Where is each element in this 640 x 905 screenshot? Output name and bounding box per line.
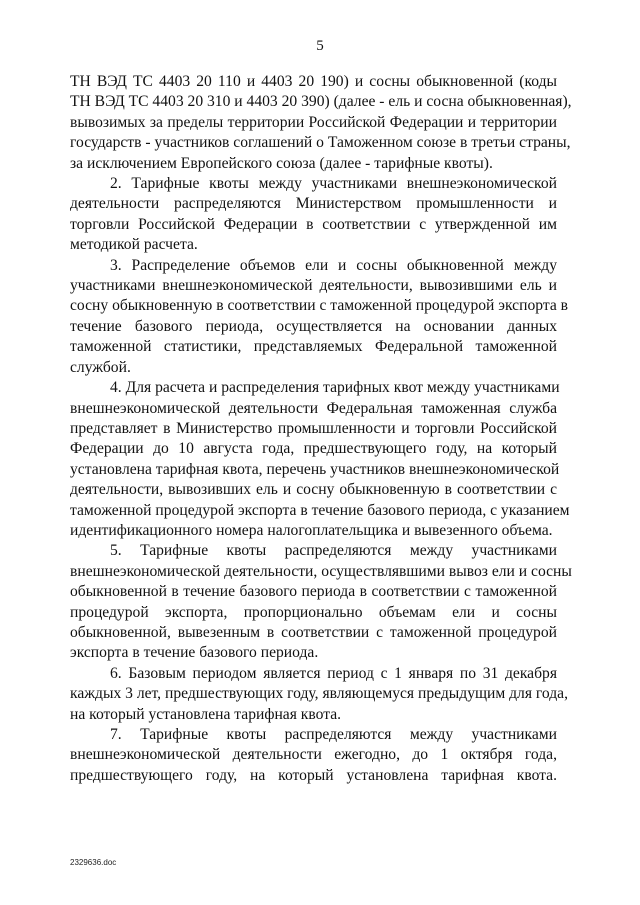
paragraph-2 [70, 174, 557, 256]
paragraph-line: идентификационного номера налогоплательщика и вывезенного объема. [70, 521, 553, 539]
paragraph-1 [70, 72, 572, 174]
paragraph-line: течение базового периода, осуществляется на основании данных [70, 317, 557, 335]
paragraph-line: на который установлена тарифная квота. [70, 705, 342, 723]
paragraph-line: обыкновенной, вывезенным в соответствии с таможенной процедурой [70, 623, 557, 641]
paragraph-line: ТН ВЭД ТС 4403 20 310 и 4403 20 390) (далее - ель и сосна обыкновенная), [70, 93, 572, 111]
paragraph-line: вывозимых за пределы территории Российской Федерации и территории [70, 113, 557, 131]
paragraph-line: установлена тарифная квота, перечень участников внешнеэкономической [70, 460, 560, 478]
paragraph-line: службой. [70, 358, 131, 376]
document-filename: 2329636.doc [70, 858, 117, 867]
paragraph-6 [70, 664, 569, 725]
paragraph-line: таможенной процедурой экспорта в течение базового периода, с указанием [70, 501, 570, 519]
paragraph-line: методикой расчета. [70, 236, 198, 254]
paragraph-line: таможенной статистики, представляемых Федеральной таможенной [70, 338, 557, 356]
paragraph-line: 5. Тарифные квоты распределяются между участниками [110, 542, 557, 560]
paragraph-line: участниками внешнеэкономической деятельности, вывозившими ель и [70, 277, 557, 295]
paragraph-line: 7. Тарифные квоты распределяются между участниками [110, 726, 557, 743]
paragraph-line: внешнеэкономической деятельности Федеральная таможенная служба [70, 399, 557, 417]
paragraph-line: за исключением Европейского союза (далее - тарифные квоты). [70, 154, 493, 172]
paragraph-line: представляет в Министерство промышленности и торговли Российской [70, 419, 557, 437]
paragraph-line: 2. Тарифные квоты между участниками внешнеэкономической [110, 175, 557, 193]
paragraph-line: каждых 3 лет, предшествующих году, являющемуся предыдущим для года, [70, 685, 569, 703]
document-body [70, 72, 572, 786]
paragraph-line: 6. Базовым периодом является период с 1 января по 31 декабря [110, 664, 557, 682]
paragraph-line: деятельности распределяются Министерством промышленности и [70, 195, 557, 213]
paragraph-line: государств - участников соглашений о Таможенном союзе в третьи страны, [70, 134, 571, 152]
paragraph-line: внешнеэкономической деятельности ежегодно, до 1 октября года, [70, 746, 557, 764]
paragraph-3 [70, 256, 569, 378]
paragraph-line: процедурой экспорта, пропорционально объемам ели и сосны [70, 603, 557, 621]
paragraph-line: деятельности, вывозивших ель и сосну обыкновенную в соответствии с [70, 481, 557, 499]
paragraph-line: 3. Распределение объемов ели и сосны обыкновенной между [110, 256, 557, 274]
paragraph-line: торговли Российской Федерации в соответствии с утвержденной им [70, 215, 557, 233]
paragraph-line: экспорта в течение базового периода. [70, 644, 319, 662]
paragraph-line: 4. Для расчета и распределения тарифных квот между участниками [110, 379, 560, 397]
paragraph-7 [70, 725, 557, 786]
page-number: 5 [316, 38, 324, 54]
paragraph-line: внешнеэкономической деятельности, осуществлявшими вывоз ели и сосны [70, 562, 572, 580]
paragraph-line: Федерации до 10 августа года, предшествующего году, на который [70, 440, 557, 458]
paragraph-line: предшествующего году, на который установлена тарифная квота. [70, 766, 557, 784]
paragraph-line: ТН ВЭД ТС 4403 20 110 и 4403 20 190) и сосны обыкновенной (коды [70, 73, 557, 90]
paragraph-4 [70, 378, 570, 541]
paragraph-line: обыкновенной в течение базового периода в соответствии с таможенной [70, 583, 557, 601]
paragraph-line: сосну обыкновенную в соответствии с таможенной процедурой экспорта в [70, 297, 569, 315]
paragraph-5 [70, 541, 572, 663]
